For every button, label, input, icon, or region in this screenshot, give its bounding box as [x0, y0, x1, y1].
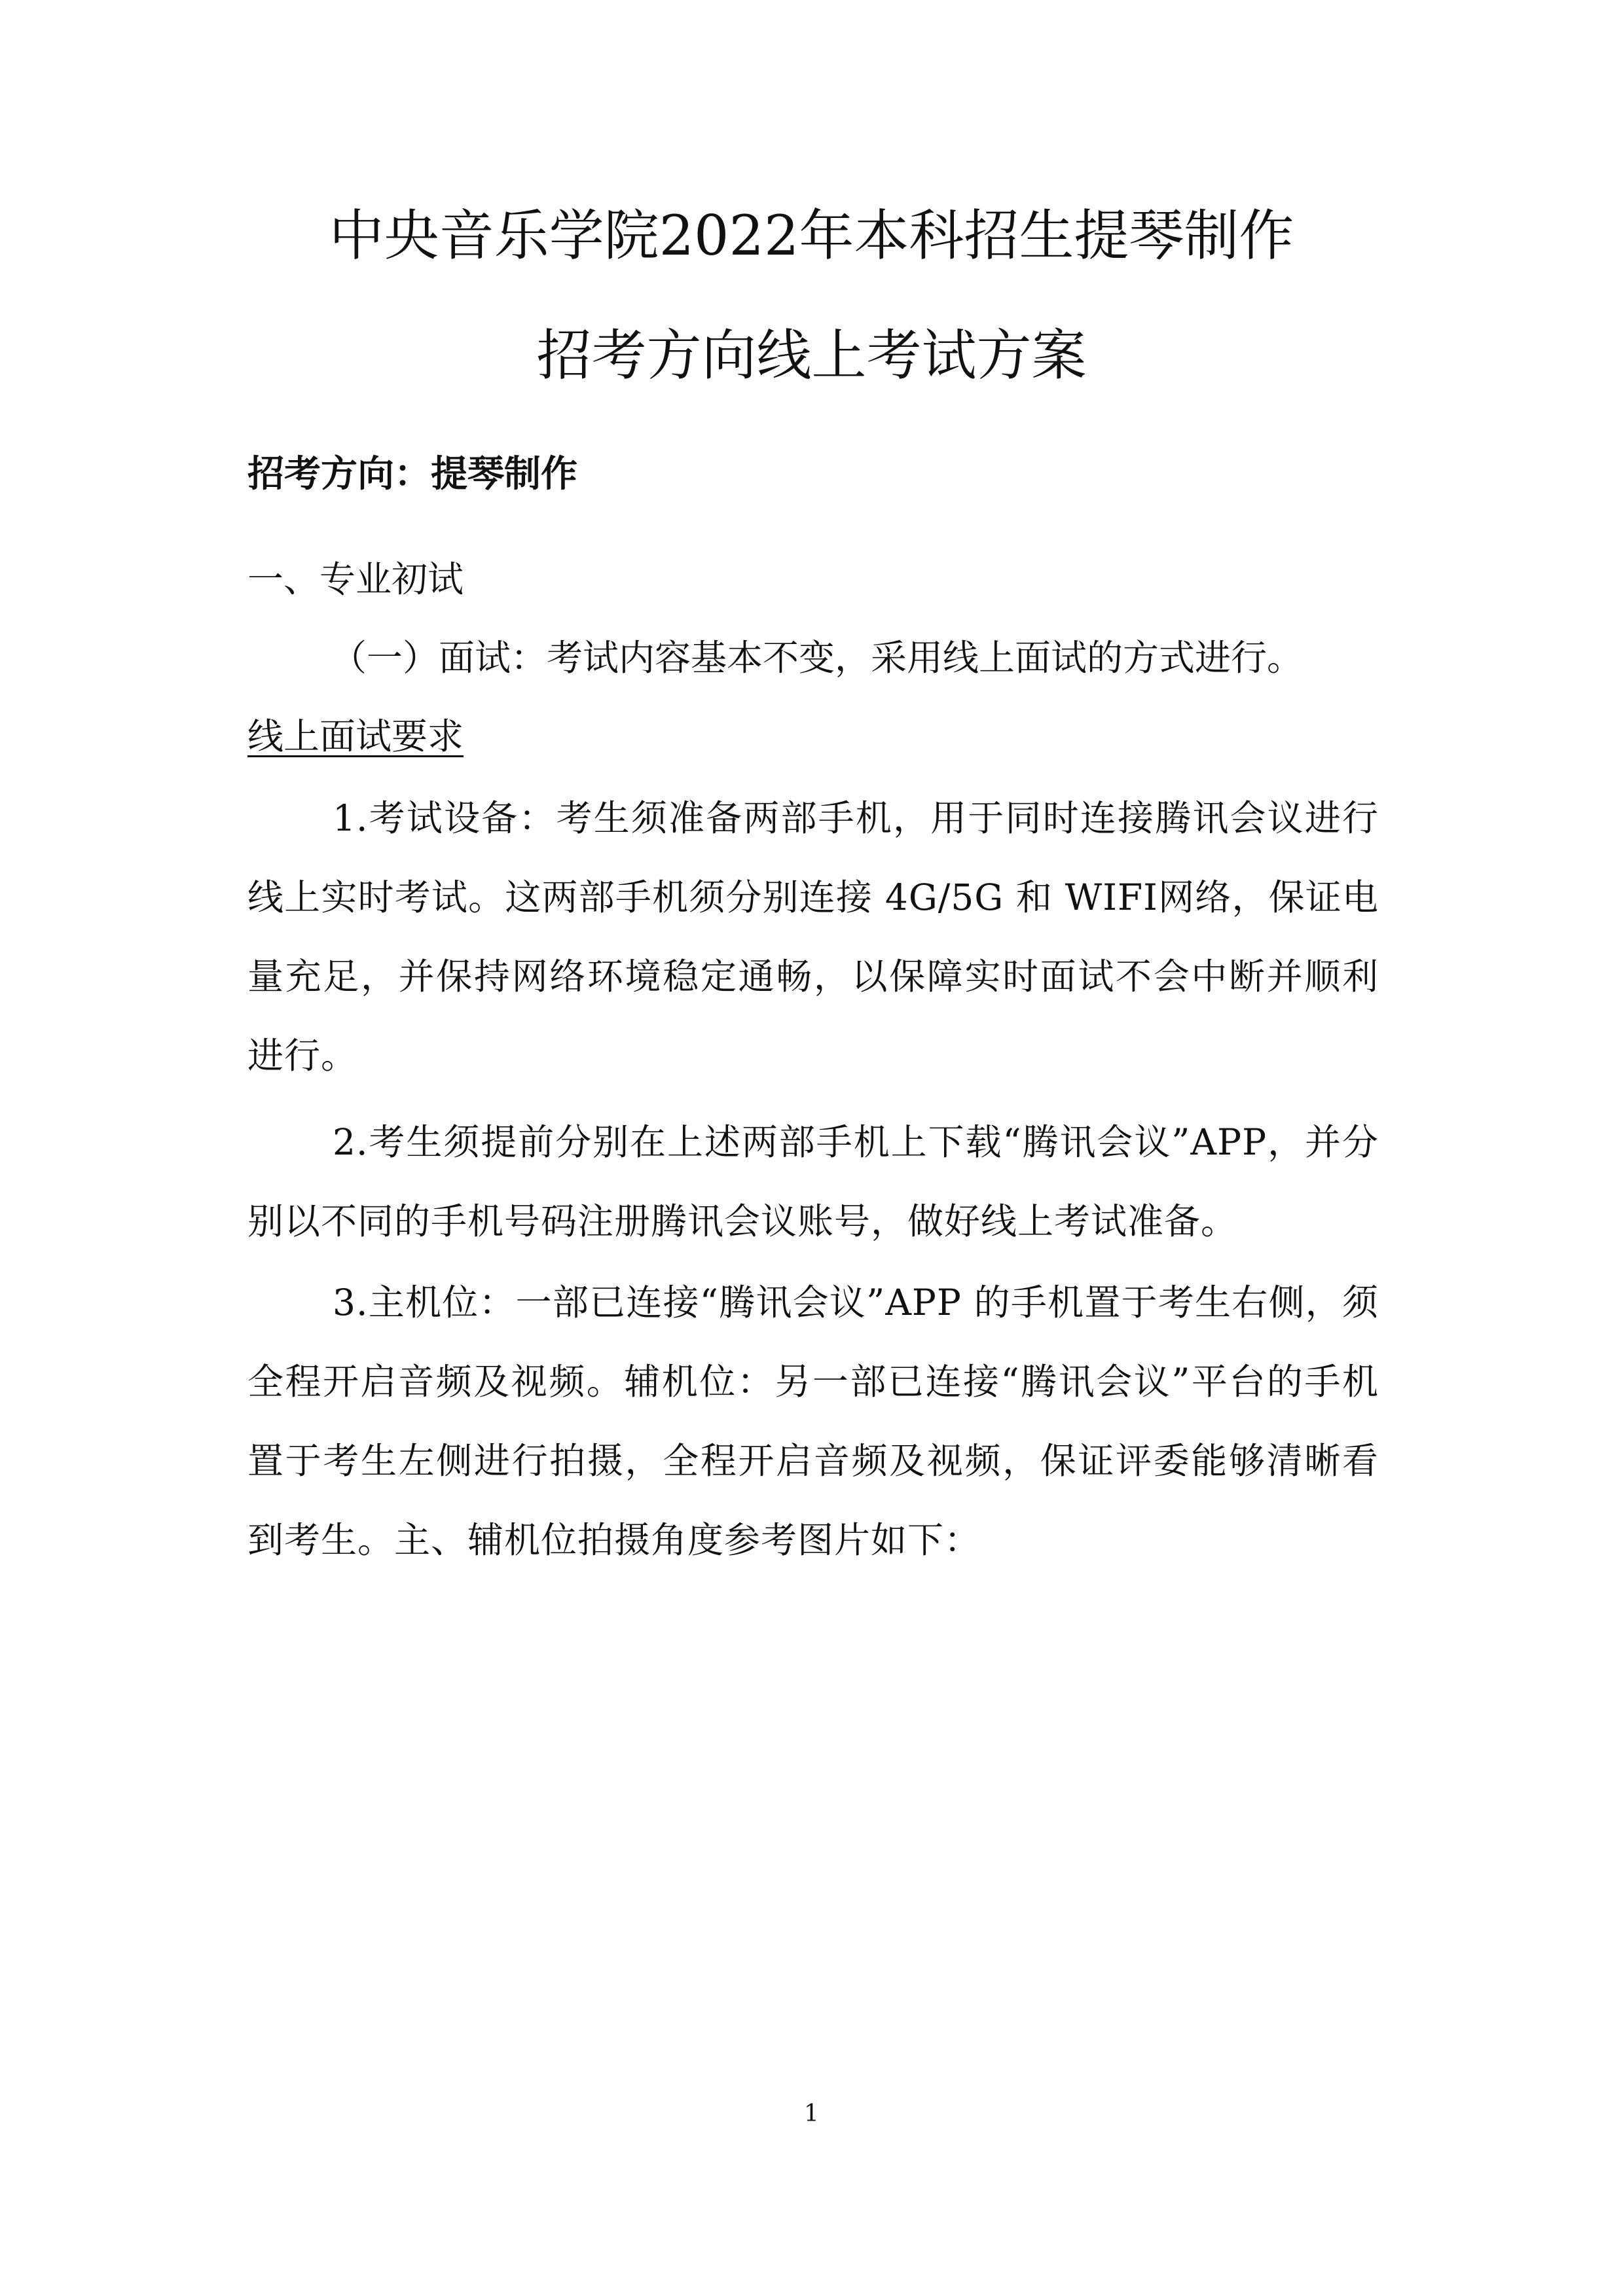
- subsection-interview: （一）面试：考试内容基本不变，采用线上面试的方式进行。: [331, 637, 1304, 679]
- paragraph-item-1: 1.考试设备：考生须准备两部手机，用于同时连接腾讯会议进行线上实时考试。这两部手机须分别连接 4G/5G 和 WIFI网络，保证电量充足，并保持网络环境稳定通畅，以保障实时面试不会中断并顺利进行。: [247, 797, 1379, 1077]
- document-title-line-2: 招考方向线上考试方案: [536, 323, 1087, 387]
- paragraph-item-3: 3.主机位：一部已连接“腾讯会议”APP 的手机置于考生右侧，须全程开启音频及视频。辅机位：另一部已连接“腾讯会议”平台的手机置于考生左侧进行拍摄，全程开启音频及视频，保证评委能够清晰看到考生。主、辅机位拍摄角度参考图片如下：: [247, 1282, 1379, 1561]
- page-number: 1: [804, 2100, 819, 2127]
- document-title-line-1: 中央音乐学院2022年本科招生提琴制作: [329, 204, 1294, 268]
- direction-heading: 招考方向：提琴制作: [247, 453, 577, 495]
- requirements-heading: 线上面试要求: [247, 715, 464, 757]
- paragraph-item-2: 2.考生须提前分别在上述两部手机上下载“腾讯会议”APP，并分别以不同的手机号码注册腾讯会议账号，做好线上考试准备。: [247, 1121, 1379, 1242]
- section-heading-preliminary: 一、专业初试: [247, 558, 464, 600]
